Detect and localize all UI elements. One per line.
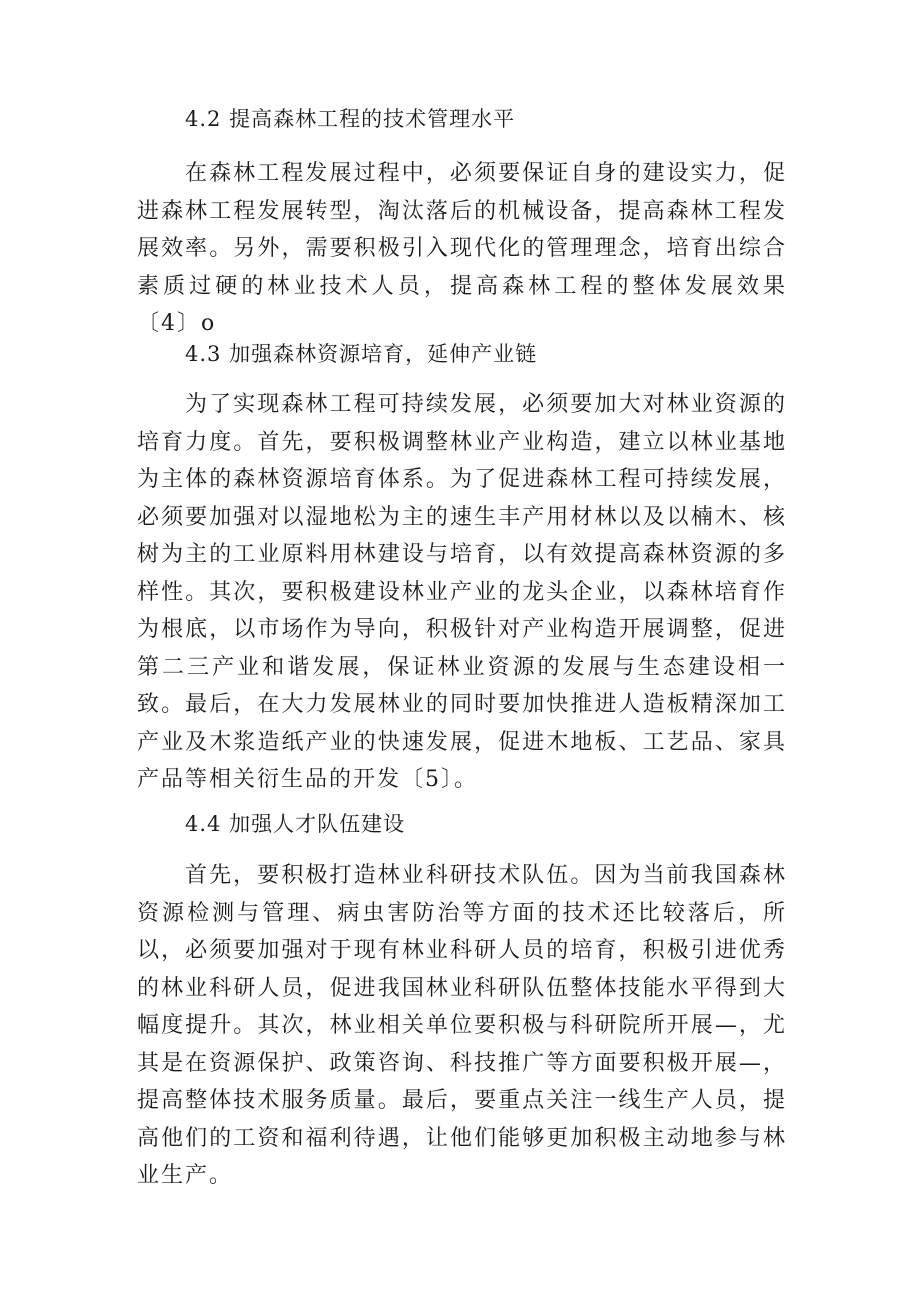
section-heading-4-4: 4.4 加强人才队伍建设 (185, 812, 406, 836)
section-heading-4-2: 4.2 提高森林工程的技术管理水平 (185, 107, 516, 131)
section-paragraph-4-3: 为了实现森林工程可持续发展，必须要加大对林业资源的培育力度。首先，要积极调整林业产业构造，建立以林业基地为主体的森林资源培育体系。为了促进森林工程可持续发展，必须要加强对以湿地松为主的速生丰产用材林以及以楠木、核树为主的工业原料用林建设与培育，以有效提高森林资源的多样性。其次，要积极建设林业产业的龙头企业，以森林培育作为根底，以市场作为导向，积极针对产业构造开展调整，促进第二三产业和谐发展，保证林业资源的发展与生态建设相一致。最后，在大力发展林业的同时要加快推进人造板精深加工产业及木浆造纸产业的快速发展，促进木地板、工艺品、家具产品等相关衍生品的开发〔5〕。 (137, 392, 787, 792)
section-heading-4-3: 4.3 加强森林资源培育，延伸产业链 (185, 342, 538, 366)
section-paragraph-4-4: 首先，要积极打造林业科研技术队伍。因为当前我国森林资源检测与管理、病虫害防治等方面的技术还比较落后，所以，必须要加强对于现有林业科研人员的培育，积极引进优秀的林业科研人员，促进我国林业科研队伍整体技能水平得到大幅度提升。其次，林业相关单位要积极与科研院所开展—，尤其是在资源保护、政策咨询、科技推广等方面要积极开展—，提高整体技术服务质量。最后，要重点关注一线生产人员，提高他们的工资和福利待遇，让他们能够更加积极主动地参与林业生产。 (137, 863, 787, 1188)
section-paragraph-4-2: 在森林工程发展过程中，必须要保证自身的建设实力，促进森林工程发展转型，淘汰落后的机械设备，提高森林工程发展效率。另外，需要积极引入现代化的管理理念，培育出综合素质过硬的林业技术人员，提高森林工程的整体发展效果〔4〕o (137, 161, 787, 336)
